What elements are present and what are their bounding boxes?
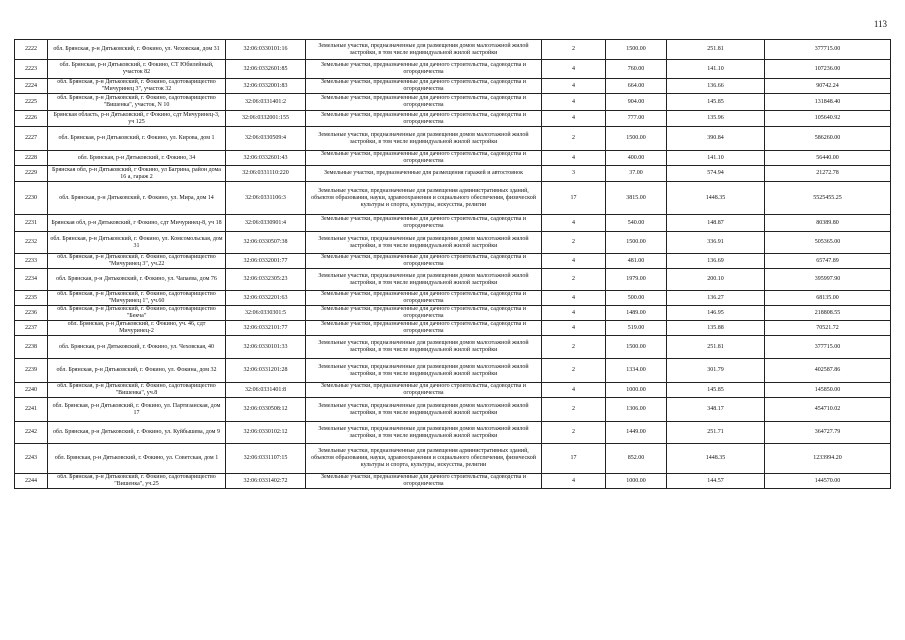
cadastral-value-cell: 586260.00 [765, 127, 891, 151]
group-cell: 4 [542, 321, 606, 336]
group-cell: 2 [542, 398, 606, 422]
specific-value-cell: 136.66 [667, 79, 765, 94]
row-number: 2225 [15, 94, 48, 111]
cadastral-number-cell: 32:06:0331401:8 [226, 383, 306, 398]
land-use-cell: Земельные участки, предназначенные для размещения домов малоэтажной жилой застройки, в том числе индивидуальной жилой застройки [306, 127, 542, 151]
land-valuation-table [14, 39, 891, 489]
land-use-cell: Земельные участки, предназначенные для дачного строительства, садоводства и огородничества [306, 474, 542, 489]
land-use-cell: Земельные участки, предназначенные для дачного строительства, садоводства и огородничества [306, 79, 542, 94]
area-cell: 1979.00 [606, 269, 667, 291]
table-row [15, 383, 891, 398]
land-use-cell: Земельные участки, предназначенные для дачного строительства, садоводства и огородничества [306, 383, 542, 398]
group-cell: 4 [542, 79, 606, 94]
land-use-cell: Земельные участки, предназначенные для размещения домов малоэтажной жилой застройки, в том числе индивидуальной жилой застройки [306, 232, 542, 254]
row-number: 2242 [15, 422, 48, 444]
land-use-cell: Земельные участки, предназначенные для дачного строительства, садоводства и огородничества [306, 321, 542, 336]
specific-value-cell: 390.84 [667, 127, 765, 151]
address-cell: обл. Брянская, р-н Дятьковский, г. Фокино, СТ Юбилейный, участок 82 [48, 60, 226, 79]
cadastral-value-cell: 377715.00 [765, 336, 891, 359]
row-number: 2228 [15, 151, 48, 166]
specific-value-cell: 145.85 [667, 94, 765, 111]
address-cell: обл. Брянская, р-н Дятьковский, г. Фокино, ул. Партизанская, дом 17 [48, 398, 226, 422]
area-cell: 664.00 [606, 79, 667, 94]
land-use-cell: Земельные участки, предназначенные для размещения домов малоэтажной жилой застройки, в том числе индивидуальной жилой застройки [306, 398, 542, 422]
row-number: 2236 [15, 306, 48, 321]
row-number: 2234 [15, 269, 48, 291]
specific-value-cell: 145.85 [667, 383, 765, 398]
area-cell: 1500.00 [606, 336, 667, 359]
specific-value-cell: 200.10 [667, 269, 765, 291]
table-row [15, 182, 891, 215]
area-cell: 519.00 [606, 321, 667, 336]
table-row [15, 60, 891, 79]
address-cell: Брянская область, р-н Дятьковский, г Фокино, сдт Мичуринец-3, уч 125 [48, 111, 226, 127]
area-cell: 37.00 [606, 166, 667, 182]
land-use-cell: Земельные участки, предназначенные для дачного строительства, садоводства и огородничества [306, 291, 542, 306]
group-cell: 4 [542, 111, 606, 127]
cadastral-value-cell: 105640.92 [765, 111, 891, 127]
row-number: 2243 [15, 444, 48, 474]
group-cell: 17 [542, 444, 606, 474]
row-number: 2239 [15, 359, 48, 383]
land-use-cell: Земельные участки, предназначенные для размещения гаражей и автостоянок [306, 166, 542, 182]
group-cell: 4 [542, 215, 606, 232]
land-use-cell: Земельные участки, предназначенные для дачного строительства, садоводства и огородничества [306, 94, 542, 111]
address-cell: обл. Брянская, р-н Дятьковский, г. Фокино, садотоварищество "Вишенка", участок, N 10 [48, 94, 226, 111]
row-number: 2223 [15, 60, 48, 79]
cadastral-number-cell: 32:06:0330101:16 [226, 40, 306, 60]
area-cell: 1000.00 [606, 383, 667, 398]
cadastral-number-cell: 32:06:0331106:3 [226, 182, 306, 215]
cadastral-number-cell: 32:06:0331110:220 [226, 166, 306, 182]
row-number: 2231 [15, 215, 48, 232]
cadastral-value-cell: 65747.89 [765, 254, 891, 269]
group-cell: 2 [542, 422, 606, 444]
cadastral-number-cell: 32:06:0332305:23 [226, 269, 306, 291]
address-cell: обл. Брянская, р-н Дятьковский, г. Фокино, ул. Чеховская, дом 31 [48, 40, 226, 60]
land-use-cell: Земельные участки, предназначенные для размещения административных зданий, объектов образования, науки, здравоохранения и социального обеспечения, физической культуры и спорта, культуры, искусства, религии [306, 444, 542, 474]
address-cell: обл. Брянская, р-н Дятьковский, г. Фокино, уч. 46, сдт Мичуринец-2 [48, 321, 226, 336]
land-use-cell: Земельные участки, предназначенные для размещения домов малоэтажной жилой застройки, в том числе индивидуальной жилой застройки [306, 336, 542, 359]
cadastral-value-cell: 5525455.25 [765, 182, 891, 215]
cadastral-value-cell: 107236.00 [765, 60, 891, 79]
area-cell: 400.00 [606, 151, 667, 166]
row-number: 2224 [15, 79, 48, 94]
land-use-cell: Земельные участки, предназначенные для дачного строительства, садоводства и огородничества [306, 111, 542, 127]
cadastral-number-cell: 32:06:0331402:72 [226, 474, 306, 489]
area-cell: 540.00 [606, 215, 667, 232]
address-cell: обл. Брянская, р-н Дятьковский, г. Фокино, садотоварищество "Мичуринец 1", уч.60 [48, 291, 226, 306]
specific-value-cell: 136.69 [667, 254, 765, 269]
address-cell: обл. Брянская, р-н Дятьковский, г. Фокино, садотоварищество "Вишенка", уч.25 [48, 474, 226, 489]
cadastral-value-cell: 90742.24 [765, 79, 891, 94]
address-cell: обл. Брянская, р-н Дятьковский, г. Фокино, ул. Советская, дом 1 [48, 444, 226, 474]
address-cell: обл. Брянская, р-н Дятьковский, г. Фокино, ул. Фокина, дом 32 [48, 359, 226, 383]
group-cell: 4 [542, 383, 606, 398]
table-row [15, 422, 891, 444]
table-row [15, 336, 891, 359]
page-number: 113 [873, 19, 887, 29]
address-cell: обл. Брянская, р-н Дятьковский, г. Фокино, ул. Мира, дом 14 [48, 182, 226, 215]
specific-value-cell: 1448.35 [667, 182, 765, 215]
area-cell: 904.00 [606, 94, 667, 111]
specific-value-cell: 148.87 [667, 215, 765, 232]
table-row [15, 215, 891, 232]
area-cell: 1334.00 [606, 359, 667, 383]
table-row [15, 127, 891, 151]
cadastral-number-cell: 32:06:0332001:83 [226, 79, 306, 94]
row-number: 2226 [15, 111, 48, 127]
address-cell: обл. Брянская, р-н Дятьковский, г. Фокино, садотоварищество "Мичуринец 3", уч.22 [48, 254, 226, 269]
row-number: 2233 [15, 254, 48, 269]
cadastral-value-cell: 1233994.20 [765, 444, 891, 474]
table-row [15, 306, 891, 321]
table-row [15, 321, 891, 336]
row-number: 2240 [15, 383, 48, 398]
specific-value-cell: 251.81 [667, 336, 765, 359]
group-cell: 4 [542, 254, 606, 269]
table-row [15, 444, 891, 474]
cadastral-value-cell: 402587.86 [765, 359, 891, 383]
address-cell: Брянская обл, р-н Дятьковский, г Фокино, сдт Мичуринец-8, уч 18 [48, 215, 226, 232]
table-row [15, 166, 891, 182]
table-row [15, 111, 891, 127]
group-cell: 2 [542, 359, 606, 383]
group-cell: 2 [542, 127, 606, 151]
land-use-cell: Земельные участки, предназначенные для дачного строительства, садоводства и огородничества [306, 151, 542, 166]
cadastral-value-cell: 80389.80 [765, 215, 891, 232]
table-row [15, 474, 891, 489]
group-cell: 4 [542, 94, 606, 111]
cadastral-number-cell: 32:06:0332601:43 [226, 151, 306, 166]
cadastral-value-cell: 68135.00 [765, 291, 891, 306]
table-row [15, 151, 891, 166]
cadastral-number-cell: 32:06:0331201:28 [226, 359, 306, 383]
table-row [15, 79, 891, 94]
specific-value-cell: 1448.35 [667, 444, 765, 474]
address-cell: обл. Брянская, р-н Дятьковский, г. Фокино, садотоварищество "Мичуринец 3", участок 32 [48, 79, 226, 94]
cadastral-number-cell: 32:06:0330301:5 [226, 306, 306, 321]
cadastral-value-cell: 377715.00 [765, 40, 891, 60]
row-number: 2227 [15, 127, 48, 151]
row-number: 2232 [15, 232, 48, 254]
cadastral-number-cell: 32:06:0332601:85 [226, 60, 306, 79]
cadastral-number-cell: 32:06:0330101:33 [226, 336, 306, 359]
area-cell: 852.00 [606, 444, 667, 474]
table-row [15, 254, 891, 269]
cadastral-value-cell: 131848.40 [765, 94, 891, 111]
group-cell: 3 [542, 166, 606, 182]
specific-value-cell: 135.96 [667, 111, 765, 127]
cadastral-number-cell: 32:06:0330508:12 [226, 398, 306, 422]
cadastral-value-cell: 144570.00 [765, 474, 891, 489]
area-cell: 1306.00 [606, 398, 667, 422]
land-use-cell: Земельные участки, предназначенные для размещения домов малоэтажной жилой застройки, в том числе индивидуальной жилой застройки [306, 40, 542, 60]
land-use-cell: Земельные участки, предназначенные для дачного строительства, садоводства и огородничества [306, 306, 542, 321]
area-cell: 1000.00 [606, 474, 667, 489]
cadastral-value-cell: 505365.00 [765, 232, 891, 254]
area-cell: 500.00 [606, 291, 667, 306]
group-cell: 2 [542, 269, 606, 291]
area-cell: 3815.00 [606, 182, 667, 215]
row-number: 2238 [15, 336, 48, 359]
row-number: 2229 [15, 166, 48, 182]
area-cell: 1500.00 [606, 232, 667, 254]
cadastral-value-cell: 70521.72 [765, 321, 891, 336]
row-number: 2230 [15, 182, 48, 215]
group-cell: 4 [542, 60, 606, 79]
cadastral-value-cell: 218808.55 [765, 306, 891, 321]
group-cell: 2 [542, 232, 606, 254]
address-cell: обл. Брянская, р-н Дятьковский, г. Фокино, ул. Комсомольская, дом 31 [48, 232, 226, 254]
table-row [15, 269, 891, 291]
table-row [15, 359, 891, 383]
cadastral-number-cell: 32:06:0331107:15 [226, 444, 306, 474]
land-use-cell: Земельные участки, предназначенные для размещения домов малоэтажной жилой застройки, в том числе индивидуальной жилой застройки [306, 269, 542, 291]
table-row [15, 398, 891, 422]
row-number: 2235 [15, 291, 48, 306]
group-cell: 4 [542, 474, 606, 489]
cadastral-value-cell: 395997.90 [765, 269, 891, 291]
area-cell: 760.00 [606, 60, 667, 79]
table-row [15, 232, 891, 254]
cadastral-number-cell: 32:06:0330509:4 [226, 127, 306, 151]
group-cell: 4 [542, 291, 606, 306]
address-cell: обл. Брянская, р-н Дятьковский, г. Фокино, ул. Чеховская, 40 [48, 336, 226, 359]
cadastral-value-cell: 56440.00 [765, 151, 891, 166]
land-use-cell: Земельные участки, предназначенные для дачного строительства, садоводства и огородничества [306, 215, 542, 232]
specific-value-cell: 301.79 [667, 359, 765, 383]
cadastral-number-cell: 32:06:0332201:63 [226, 291, 306, 306]
row-number: 2244 [15, 474, 48, 489]
row-number: 2222 [15, 40, 48, 60]
cadastral-value-cell: 454710.02 [765, 398, 891, 422]
specific-value-cell: 336.91 [667, 232, 765, 254]
cadastral-number-cell: 32:06:0330901:4 [226, 215, 306, 232]
table-row [15, 40, 891, 60]
address-cell: обл. Брянская, р-н Дятьковский, г. Фокино, садотоварищество "Бекча" [48, 306, 226, 321]
cadastral-value-cell: 21272.78 [765, 166, 891, 182]
group-cell: 4 [542, 306, 606, 321]
cadastral-number-cell: 32:06:0331401:2 [226, 94, 306, 111]
table-row [15, 291, 891, 306]
address-cell: Брянская обл, р-н Дятьковский, г Фокино, ул Багрина, район дома 16 а, гараж 2 [48, 166, 226, 182]
specific-value-cell: 146.95 [667, 306, 765, 321]
land-use-cell: Земельные участки, предназначенные для дачного строительства, садоводства и огородничества [306, 254, 542, 269]
address-cell: обл. Брянская, р-н Дятьковский, г. Фокино, 34 [48, 151, 226, 166]
land-use-cell: Земельные участки, предназначенные для размещения домов малоэтажной жилой застройки, в том числе индивидуальной жилой застройки [306, 359, 542, 383]
cadastral-number-cell: 32:06:0330507:38 [226, 232, 306, 254]
specific-value-cell: 348.17 [667, 398, 765, 422]
area-cell: 1489.00 [606, 306, 667, 321]
land-use-cell: Земельные участки, предназначенные для размещения административных зданий, объектов образования, науки, здравоохранения и социального обеспечения, физической культуры и спорта, культуры, искусства, религии [306, 182, 542, 215]
address-cell: обл. Брянская, р-н Дятьковский, г. Фокино, ул. Кирова, дом 1 [48, 127, 226, 151]
area-cell: 481.00 [606, 254, 667, 269]
land-use-cell: Земельные участки, предназначенные для размещения домов малоэтажной жилой застройки, в том числе индивидуальной жилой застройки [306, 422, 542, 444]
cadastral-value-cell: 364727.79 [765, 422, 891, 444]
specific-value-cell: 251.71 [667, 422, 765, 444]
specific-value-cell: 141.10 [667, 151, 765, 166]
address-cell: обл. Брянская, р-н Дятьковский, г. Фокино, ул. Куйбышева, дом 9 [48, 422, 226, 444]
address-cell: обл. Брянская, р-н Дятьковский, г. Фокино, садотоварищество "Вишенка", уч.8 [48, 383, 226, 398]
cadastral-number-cell: 32:06:0332001:77 [226, 254, 306, 269]
specific-value-cell: 144.57 [667, 474, 765, 489]
specific-value-cell: 251.81 [667, 40, 765, 60]
area-cell: 1500.00 [606, 40, 667, 60]
row-number: 2241 [15, 398, 48, 422]
group-cell: 4 [542, 151, 606, 166]
cadastral-number-cell: 32:06:0330102:12 [226, 422, 306, 444]
specific-value-cell: 574.94 [667, 166, 765, 182]
group-cell: 2 [542, 40, 606, 60]
specific-value-cell: 136.27 [667, 291, 765, 306]
cadastral-number-cell: 32:06:0332001:155 [226, 111, 306, 127]
cadastral-value-cell: 145850.00 [765, 383, 891, 398]
group-cell: 2 [542, 336, 606, 359]
address-cell: обл. Брянская, р-н Дятьковский, г. Фокино, ул. Чапаева, дом 76 [48, 269, 226, 291]
specific-value-cell: 135.88 [667, 321, 765, 336]
group-cell: 17 [542, 182, 606, 215]
table-row [15, 94, 891, 111]
row-number: 2237 [15, 321, 48, 336]
area-cell: 1500.00 [606, 127, 667, 151]
cadastral-number-cell: 32:06:0332101:77 [226, 321, 306, 336]
specific-value-cell: 141.10 [667, 60, 765, 79]
land-use-cell: Земельные участки, предназначенные для дачного строительства, садоводства и огородничества [306, 60, 542, 79]
area-cell: 777.00 [606, 111, 667, 127]
area-cell: 1449.00 [606, 422, 667, 444]
